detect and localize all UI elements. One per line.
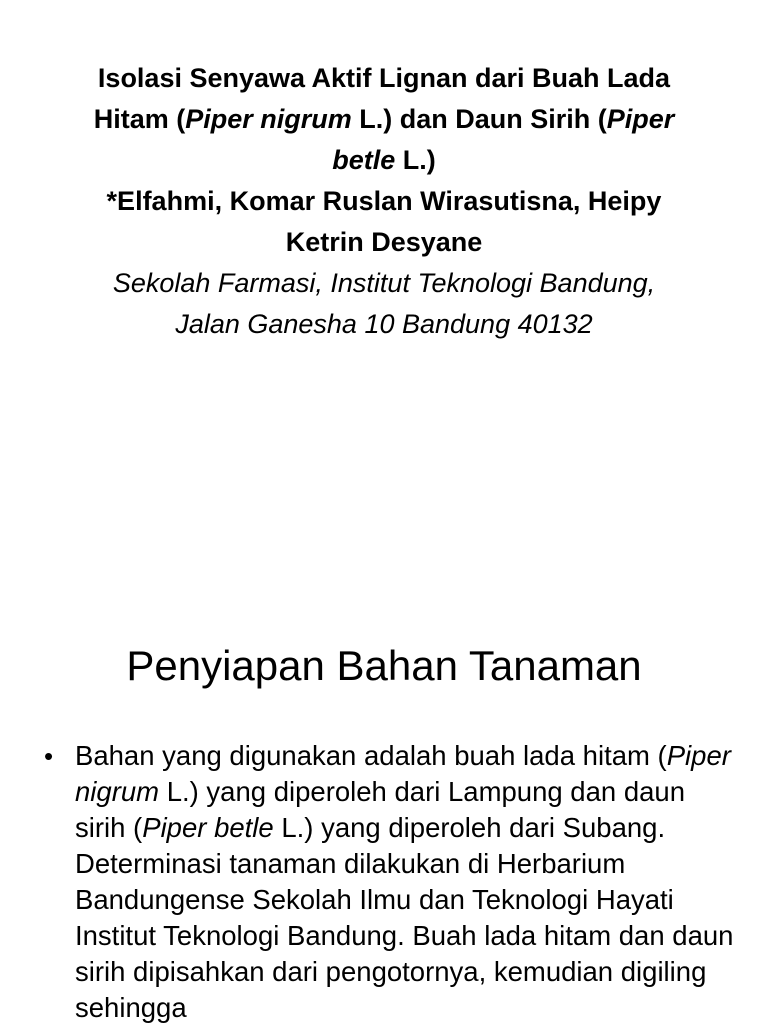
authors-line-2: Ketrin Desyane xyxy=(285,227,483,257)
title-line-3 xyxy=(40,140,728,181)
species-name: Piper betle xyxy=(142,812,274,843)
authors xyxy=(40,181,728,263)
title-line-2 xyxy=(40,99,728,140)
title-text: Hitam ( xyxy=(93,104,186,134)
species-name: betle xyxy=(332,145,396,175)
species-name: Piper nigrum xyxy=(75,740,731,807)
section-heading: Penyiapan Bahan Tanaman xyxy=(126,642,642,689)
title-line-1: Isolasi Senyawa Aktif Lignan dari Buah Lada xyxy=(97,63,671,93)
affiliation-line-2: Jalan Ganesha 10 Bandung 40132 xyxy=(175,309,593,339)
bullet-icon: • xyxy=(44,741,54,771)
bullet-item xyxy=(44,738,744,1026)
affiliation-line-1: Sekolah Farmasi, Institut Teknologi Bandung, xyxy=(112,268,656,298)
bullet-paragraph xyxy=(75,738,735,1026)
paper-title xyxy=(40,58,728,181)
affiliation xyxy=(40,263,728,345)
paragraph-text: L.) yang diperoleh dari Subang. Determinasi tanaman dilakukan di Herbarium Bandungense Sekolah Ilmu dan Teknologi Hayati Institut Teknologi Bandung. Buah lada hitam dan daun sirih dipisahkan dari pengotornya, kemudian digiling sehingga xyxy=(75,812,734,1023)
title-text: L.) xyxy=(395,145,436,175)
paragraph-text: Bahan yang digunakan adalah buah lada hitam ( xyxy=(75,740,667,771)
species-name: Piper xyxy=(606,104,675,134)
authors-line-1: *Elfahmi, Komar Ruslan Wirasutisna, Heipy xyxy=(106,186,662,216)
title-text: L.) dan Daun Sirih ( xyxy=(351,104,607,134)
species-name: Piper nigrum xyxy=(185,104,352,134)
paragraph-text: L.) yang diperoleh dari Lampung dan daun sirih ( xyxy=(75,776,685,843)
